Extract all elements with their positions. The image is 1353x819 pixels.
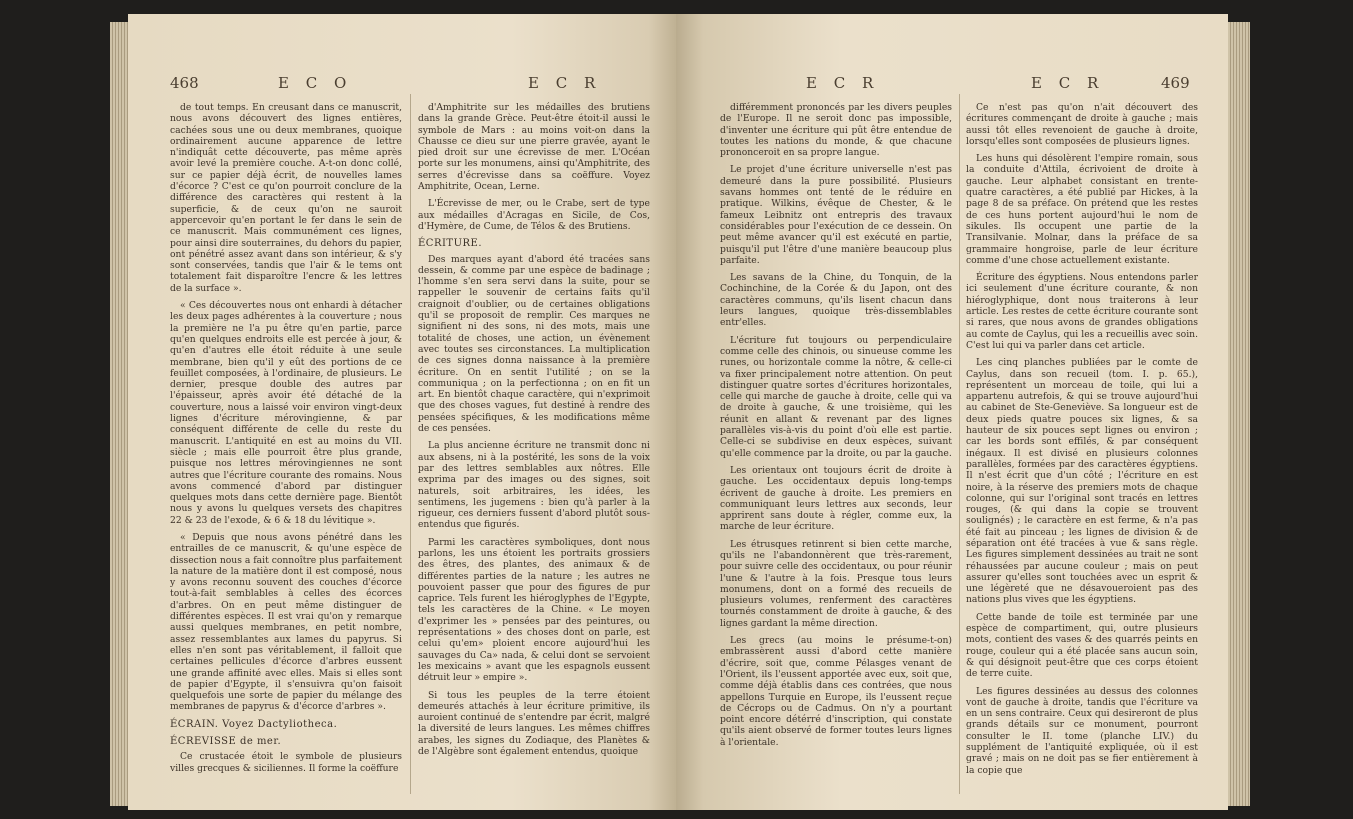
right-running-head-1: E C R [806,74,880,92]
paragraph: Les grecs (au moins le présume-t-on) embrassèrent aussi d'abord cette manière d'écrire, soit que, comme Pélasges venant de l'Orient, ils l'eussent apportée avec eux, soit que, comme déjà établis dans ces contrées, que nous appellons Turquie en Europe, ils l'eussent reçue de Cécrops ou de Cadmus. On n'y a pourtant point encore détérré d'inscription, qui constate qu'ils aient observé de former toutes leurs lignes à l'orientale. [720,635,952,748]
left-page [128,14,676,810]
paragraph: Le projet d'une écriture universelle n'est pas demeuré dans la pure possibilité. Plusieurs savans hommes ont tenté de le réduire en pratique. Wilkins, évêque de Chester, & le fameux Leibnitz ont entrepris des travaux considérables pour l'exécution de ce dessein. On peut même avancer qu'il est exécuté en partie, puisqu'il put l'être d'une manière beaucoup plus parfaite. [720,164,952,266]
paragraph: Les figures dessinées au dessus des colonnes vont de gauche à droite, tandis que l'écriture va en un sens contraire. Ceux qui desireront de plus grands détails sur ce monument, pourront consulter le II. tome (planche LIV.) du supplément de l'antiquité expliquée, où il est gravé ; mais on ne doit pas se fier entièrement à la copie que [966,685,1198,776]
left-running-head-1: E C O [278,74,353,92]
right-column-1 [720,102,952,754]
left-column-1 [170,102,402,780]
paragraph: L'écriture fut toujours ou perpendiculaire comme celle des chinois, ou sinueuse comme les runes, ou horizontale comme la nôtre, & celle-ci va fixer principalement notre attention. On peut distinguer quatre sortes d'écritures horizontales, celle qui marche de gauche à droite, celle qui va de droite à gauche, & une troisième, qui les réunit en allant & revenant par des lignes parallèles vis-à-vis du point d'où elle est partie. Celle-ci se subdivise en deux espèces, suivant qu'elle commence par la droite, ou par la gauche. [720,334,952,459]
left-running-head-2: E C R [528,74,602,92]
left-page-number: 468 [170,74,199,92]
paragraph: de tout temps. En creusant dans ce manuscrit, nous avons découvert des lignes entières, cachées sous une ou deux membranes, quoique ordinairement aucune apparence de lettre n'indiquât cette découverte, pas même après avoir levé la première couche. A-t-on donc collé, sur ce papier déjà écrit, de nouvelles lames d'écorce ? C'est ce qu'on pourroit conclure de la différence des caractères qui restent à la superficie, & de ceux qu'on ne sauroit appercevoir qu'en portant le fer dans le sein de ce manuscrit. Mais communément ces lignes, pour ainsi dire souterraines, du dehors du papier, ont pénétré assez avant dans son intérieur, & s'y sont conservées, tandis que l'air & le tems ont totalement fait disparoître l'encre & les lettres de la surface ». [170,102,402,294]
paragraph: ÉCRAIN. Voyez Dactyliotheca. [170,718,338,730]
paragraph: d'Amphitrite sur les médailles des brutiens dans la grande Grèce. Peut-être étoit-il aussi le symbole de Mars : au moins voit-on dans la Chausse ce dieu sur une pierre gravée, ayant le pied droit sur une écrevisse de mer. L'Océan porte sur les monumens, ainsi qu'Amphitrite, des serres d'écrevisse dans sa coëffure. Voyez Amphitrite, Ocean, Lerne. [418,102,650,193]
paragraph: Écriture des égyptiens. Nous entendons parler ici seulement d'une écriture courante, & non hiéroglyphique, dont nous traiterons à leur article. Les restes de cette écriture courante sont si rares, que nous avons de grandes obligations au comte de Caylus, qui les a recueillis avec soin. C'est lui qui va parler dans cet article. [966,272,1198,351]
paragraph: différemment prononcés par les divers peuples de l'Europe. Il ne seroit donc pas impossible, d'inventer une écriture qui pût être entendue de toutes les nations du monde, & que chacune prononceroit en sa propre langue. [720,102,952,159]
paragraph: « Ces découvertes nous ont enhardi à détacher les deux pages adhérentes à la couverture ; nous la première ne l'a pu être qu'en partie, parce qu'en quelques endroits elle est percée à jour, & qu'en d'autres elle étoit réduite à une seule membrane, bien qu'il y eût des portions de ce feuillet composées, à l'ordinaire, de plusieurs. Le dernier, presque double des autres par l'épaisseur, après avoir été détaché de la couverture, nous a laissé voir environ vingt-deux lignes d'écriture mérovingienne, & par conséquent différente de celle du reste du manuscrit. L'antiquité en est au moins du VII. siècle ; mais elle pourroit être plus grande, puisque nos lettres mérovingiennes ne sont autres que l'écriture courante des romains. Nous avons commencé d'abord par distinguer quelques mots dans cette dernière page. Bientôt nous y avons lu quelques versets des chapitres 22 & 23 de l'exode, & 6 & 18 du lévitique ». [170,300,402,526]
paragraph: Si tous les peuples de la terre étoient demeurés attachés à leur écriture primitive, ils auroient continué de s'entendre par écrit, malgré la diversité de leurs langues. Les mêmes chiffres arabes, les signes du Zodiaque, des Planètes & de l'Algèbre sont également entendus, quoique [418,689,650,758]
right-page-edges [1228,22,1250,806]
paragraph: Les étrusques retinrent si bien cette marche, qu'ils ne l'abandonnèrent que très-rarement, pour suivre celle des occidentaux, ou pour réunir l'une & l'autre à la fois. Presque tous leurs monumens, dont on a formé des recueils de plusieurs volumes, renferment des caractères tournés constamment de droite à gauche, & des lignes gardant la même direction. [720,538,952,629]
paragraph: Les orientaux ont toujours écrit de droite à gauche. Les occidentaux depuis long-temps écrivent de gauche à droite. Les premiers en communiquant leurs lettres aux seconds, leur apprirent sans doute à régler, comme eux, la marche de leur écriture. [720,464,952,533]
paragraph: Cette bande de toile est terminée par une espèce de compartiment, qui, outre plusieurs mots, contient des vases & des quarrés peints en rouge, couleur qui a été placée sans aucun soin, & qui désignoit peut-être que ces corps étoient de terre cuite. [966,611,1198,680]
paragraph: Parmi les caractères symboliques, dont nous parlons, les uns étoient les portraits grossiers des êtres, des plantes, des animaux & de différentes parties de la nature ; les autres ne pouvoient passer que pour des figures de pur caprice. Tels furent les hiéroglyphes de l'Egypte, tels les caractères de la Chine. « Le moyen d'exprimer les » pensées par des peintures, ou représentations » des choses dont on parle, est celui qu'em» ploient encore aujourd'hui les sauvages du Ca» nada, & celui dont se servoient les mexicains » avant que les espagnols eussent détruit leur » empire ». [418,536,650,684]
paragraph: Ce n'est pas qu'on n'ait découvert des écritures commençant de droite à gauche ; mais aussi tôt elles revenoient de gauche à droite, lorsqu'elles sont composées de plusieurs lignes. [966,102,1198,147]
paragraph: ÉCREVISSE de mer. [170,736,282,748]
right-column-2 [966,102,1198,782]
right-page [676,14,1228,810]
paragraph: ÉCRITURE. [418,238,483,250]
right-running-head-2: E C R [1031,74,1105,92]
paragraph: Les savans de la Chine, du Tonquin, de la Cochinchine, de la Corée & du Japon, ont des caractères communs, qu'ils lisent chacun dans leurs langues, quoique très-dissemblables entr'elles. [720,272,952,329]
paragraph: La plus ancienne écriture ne transmit donc ni aux absens, ni à la postérité, les sons de la voix par des lettres semblables aux nôtres. Elle exprima par des images ou des signes, soit naturels, soit arbitraires, les idées, les sentimens, les jugemens : bien qu'à parler à la rigueur, ces derniers fussent d'abord plutôt sous-entendus que figurés. [418,440,650,531]
right-column-divider [959,94,960,794]
paragraph: L'Écrevisse de mer, ou le Crabe, sert de type aux médailles d'Acragas en Sicile, de Cos, d'Hymère, de Cume, de Télos & des Brutiens. [418,198,650,232]
left-column-2 [418,102,650,763]
paragraph: Ce crustacée étoit le symbole de plusieurs villes grecques & siciliennes. Il forme la coëffure [170,751,402,774]
right-page-number: 469 [1161,74,1190,92]
paragraph: Les cinq planches publiées par le comte de Caylus, dans son recueil (tom. I. p. 65.), représentent un morceau de toile, qui lui a appartenu autrefois, & qui se trouve aujourd'hui au cabinet de Ste-Geneviève. Sa longueur est de deux pieds quatre pouces six lignes, & sa hauteur de six pouces sept lignes ou environ ; car les bords sont effilés, & par conséquent inégaux. Il est divisé en plusieurs colonnes parallèles, formées par des caractères égyptiens. Il n'est écrit que d'un côté ; l'écriture en est noire, à la réserve des premiers mots de chaque colonne, qui sur l'original sont tracés en lettres rouges, (& qui dans la copie se trouvent soulignés) ; le caractère en est ferme, & n'a pas été fait au pinceau ; les lignes de division & de séparation ont été tracées à vue & sans règle. Les figures simplement dessinées au trait ne sont réhaussées par aucune couleur ; mais on peut assurer qu'elles sont touchées avec un esprit & une légèreté que ne désavoueroient pas des nations plus vives que les égyptiens. [966,357,1198,606]
paragraph: Les huns qui désolèrent l'empire romain, sous la conduite d'Attila, écrivoient de droite à gauche. Leur alphabet consistant en trente-quatre caractères, a été publié par Hickes, à la page 8 de sa préface. On prétend que les restes de ces huns portent aujourd'hui le nom de sikules. Ils occupent une partie de la Transilvanie. Molnar, dans la préface de sa grammaire hongroise, parle de leur écriture comme d'une chose actuellement existante. [966,153,1198,266]
paragraph: Des marques ayant d'abord été tracées sans dessein, & comme par une espèce de badinage ; l'homme s'en sera servi dans la suite, pour se rappeller le souvenir de certains faits qu'il craignoit d'oublier, ou de certaines obligations qu'il se proposoit de remplir. Ces marques ne signifient ni des sons, ni des mots, mais une totalité de choses, une action, un évènement avec toutes ses circonstances. La multiplication de ces signes donna naissance à la première écriture. On en sentit l'utilité ; on se la communiqua ; on la perfectionna ; on en fit un art. En bientôt chaque caractère, qui n'exprimoit que des choses vagues, fut destiné à rendre des pensées spécifiques, & les modifications même de ces pensées. [418,253,650,435]
paragraph: « Depuis que nous avons pénétré dans les entrailles de ce manuscrit, & qu'une espèce de dissection nous a fait connoître plus parfaitement la nature de la matière dont il est composé, nous y avons reconnu souvent des couches d'écorce tout-à-fait semblables à celles des écorces d'arbres. On en peut même distinguer de différentes espèces. Il est vrai qu'on y remarque aussi quelques membranes, en petit nombre, assez ressemblantes aux lames du papyrus. Si elles n'en sont pas véritablement, il falloit que certaines pellicules d'écorce d'arbres eussent une grande affinité avec elles. Mais si elles sont de papier d'Egypte, il s'ensuivra qu'on faisoit quelquefois une sorte de papier du mélange des membranes de papyrus & d'écorce d'arbres ». [170,531,402,713]
left-page-edges [110,22,128,806]
left-column-divider [410,94,411,794]
